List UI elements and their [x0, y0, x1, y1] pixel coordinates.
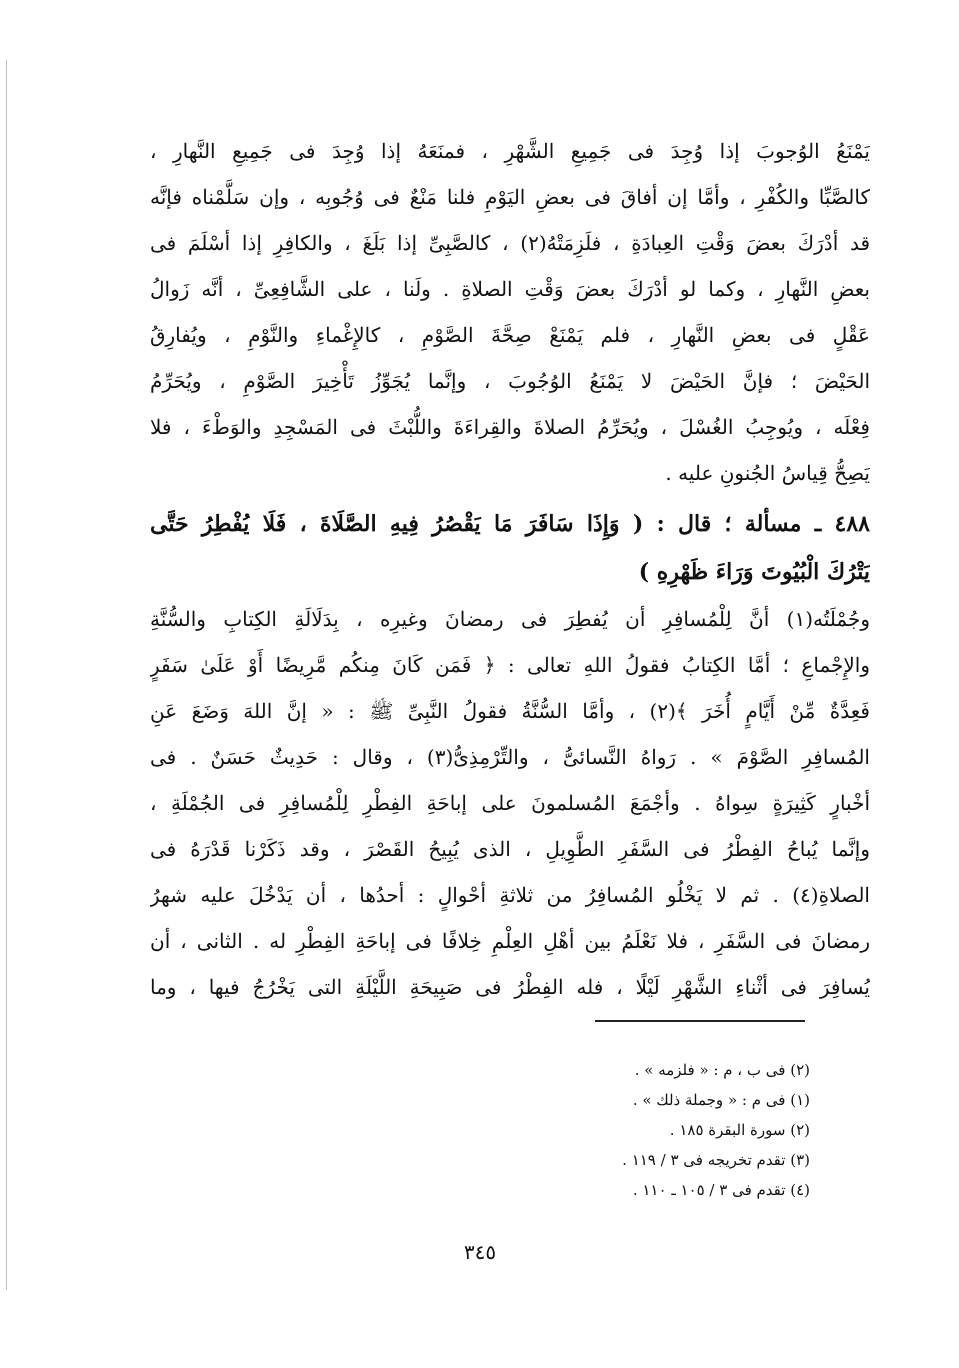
footnote-separator: [595, 1020, 805, 1022]
text-line: أخْبارٍ كَثِيرَةٍ سِواهُ . وأجْمَعَ المُسلمونَ على إباحَةِ الفِطْرِ لِلْمُسافِرِ فى الجُمْلَةِ ،: [150, 791, 870, 815]
paragraph-1: [150, 128, 870, 496]
page-number: ٣٤٥: [463, 1240, 497, 1264]
text-line: يَصِحُّ قِياسُ الجُنونِ عليه .: [665, 461, 870, 485]
text-line: كالصَّبِّا والكُفْرِ ، وأمَّا إن أفاقَ فى بعضِ اليَوْمِ فلنا مَنْعٌ فى وُجُوبِه ، وإن سَلَّمْناه فإنَّه: [150, 185, 870, 209]
text-line: وإنَّما يُباحُ الفِطْرُ فى السَّفَرِ الطَّوِيلِ ، الذى يُبِيحُ القَصْرَ ، وقد ذَكَرْنا قَدْرَهُ فى: [150, 837, 870, 861]
footnote: (٢) سورة البقرة ١٨٥ .: [669, 1121, 810, 1139]
text-line: الحَيْضَ ؛ فإنَّ الحَيْضَ لا يَمْنَعُ الوُجُوبَ ، وإنَّما يُجَوِّزُ تَأْخِيرَ الصَّوْمِ ، ويُحَرِّمُ: [150, 369, 870, 393]
footnotes: [420, 1055, 810, 1205]
text-line: عَقْلٍ فى بعضِ النَّهارِ ، فلم يَمْنَعْ صِحَّةَ الصَّوْمِ ، كالإِغْماءِ والنَّوْمِ ، ويُفارِقُ: [150, 323, 870, 347]
text-line: يَمْنَعُ الوُجوبَ إذا وُجِدَ فى جَمِيعِ الشَّهْرِ ، فمنَعَهُ إذا وُجِدَ فى جَمِيعِ النَّهارِ ،: [150, 139, 870, 163]
text-line: بعضِ النَّهارِ ، وكما لو أدْرَكَ بعضَ وَقْتِ الصلاةِ . ولَنا ، على الشَّافِعِىِّ ، أنَّه زَوالُ: [150, 277, 870, 301]
main-text: [150, 128, 870, 1010]
footnote: (٢) فى ب ، م : « فلزمه » .: [634, 1061, 810, 1079]
text-line: المُسافِرِ الصَّوْمَ » . رَواهُ النَّسائىُّ ، والتِّرْمِذِىُّ(٣) ، وقال : حَدِيثٌ حَسَنٌ . فى: [150, 745, 870, 769]
text-line: وجُمْلَتُه(١) أنَّ لِلْمُسافِرِ أن يُفطِرَ فى رمضانَ وغيرِه ، بِدَلَالَةِ الكِتابِ والسُّنَّةِ: [150, 607, 870, 631]
paragraph-2: [150, 596, 870, 1010]
footnote: (٤) تقدم فى ٣ / ١٠٥ ـ ١١٠ .: [632, 1181, 810, 1199]
footnote: (٣) تقدم تخريجه فى ٣ / ١١٩ .: [622, 1151, 810, 1169]
scan-margin-line: [6, 60, 7, 1290]
footnote: (١) فى م : « وجملة ذلك » .: [632, 1091, 810, 1109]
text-line: فِعْلَه ، ويُوجِبُ الغُسْلَ ، ويُحَرِّمُ الصلاةَ والقِراءَةَ واللُّبْثَ فى المَسْجِدِ والوَطْءَ ، فلا: [150, 415, 870, 439]
text-line: فَعِدَّةٌ مِّنْ أَيَّامٍ أُخَرَ ﴾(٢) ، وأمَّا السُّنَّةُ فقولُ النَّبِىِّ ﷺ : « إنَّ اللهَ وَضَعَ عَنِ: [150, 699, 870, 723]
text-line: يُسافِرَ فى أثْناءِ الشَّهْرِ لَيْلًا ، فله الفِطْرُ فى صَبِيحَةِ اللَّيْلَةِ التى يَخْرُجُ فيها ، وما: [150, 975, 870, 999]
text-line: رمضانَ فى السَّفَرِ ، فلا نَعْلَمُ بين أهْلِ العِلْمِ خِلافًا فى إباحَةِ الفِطْرِ له . الثانى ، أن: [150, 929, 870, 953]
masala-line-1: ٤٨٨ ـ مسألة ؛ قال : ( وَإِذَا سَافَرَ مَا يَقْصُرُ فِيهِ الصَّلَاةَ ، فَلَا يُفْطِرُ حَتَّى: [150, 511, 870, 537]
masala-heading: [150, 500, 870, 596]
text-line: قد أدْرَكَ بعضَ وَقْتِ العِبادَةِ ، فلَزِمَتْهُ(٢) ، كالصَّبِىِّ إذا بَلَغَ ، والكافِرِ إذا أسْلَمَ فى: [150, 231, 870, 255]
masala-line-2: يَتْرُكَ الْبُيُوتَ وَرَاءَ ظَهْرِهِ ): [638, 559, 870, 585]
text-line: والإِجْماعِ ؛ أمَّا الكِتابُ فقولُ اللهِ تعالى : ﴿ فَمَن كَانَ مِنكُم مَّرِيضًا أَوْ عَلَىٰ سَفَرٍ: [150, 653, 870, 677]
text-line: الصلاةِ(٤) . ثم لا يَخْلُو المُسافِرُ من ثلاثةِ أحْوالٍ : أحدُها ، أن يَدْخُلَ عليه شهرُ: [150, 883, 870, 907]
